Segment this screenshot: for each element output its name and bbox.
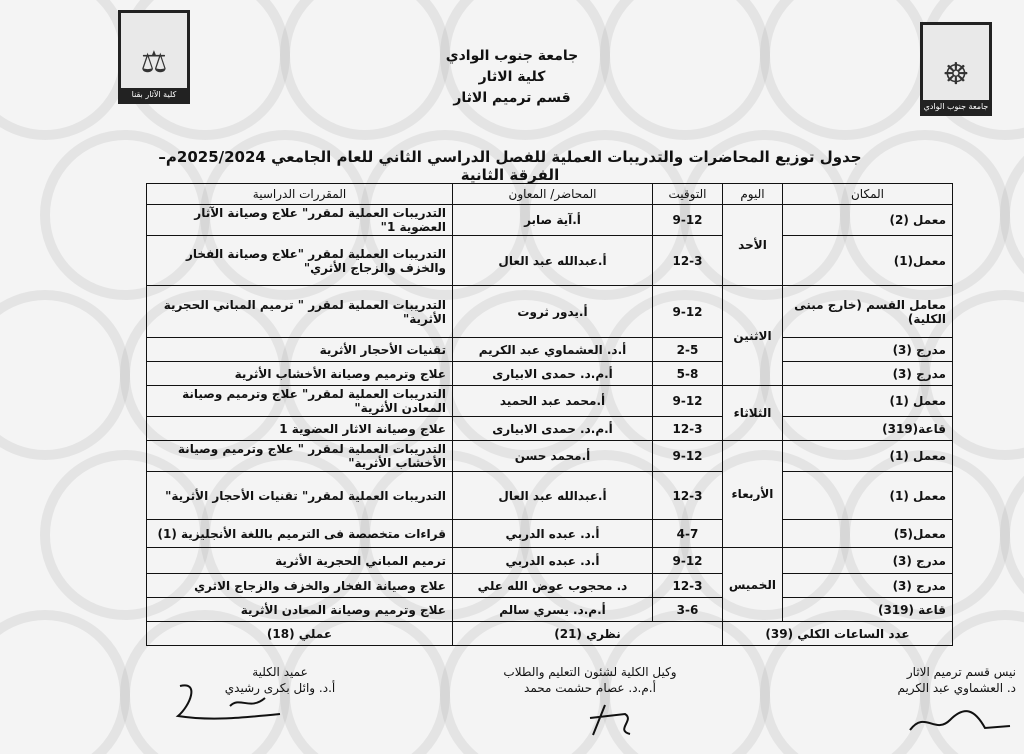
schedule-table xyxy=(146,183,953,646)
cell-time: 9-12 xyxy=(653,286,723,338)
cell-day-monday: الاثنين xyxy=(723,286,783,386)
cell-day-thursday: الخميس xyxy=(723,548,783,622)
cell-time: 2-5 xyxy=(653,338,723,362)
cell-time: 5-8 xyxy=(653,362,723,386)
cell-time: 12-3 xyxy=(653,417,723,441)
cell-lecturer: أ.م.د. حمدى الابيارى xyxy=(453,417,653,441)
cell-time: 9-12 xyxy=(653,441,723,472)
cell-time: 9-12 xyxy=(653,386,723,417)
cell-course: علاج وصيانة الفخار والخزف والزجاج الاثري xyxy=(147,574,453,598)
cell-course: ترميم المباني الحجرية الأثرية xyxy=(147,548,453,574)
cell-lecturer: أ.محمد حسن xyxy=(453,441,653,472)
cell-place: معمل (1) xyxy=(783,441,953,472)
table-row xyxy=(147,362,953,386)
cell-time: 9-12 xyxy=(653,548,723,574)
cell-place: قاعة(319) xyxy=(783,417,953,441)
cell-time: 12-3 xyxy=(653,236,723,286)
dean-name: أ.د. وائل بكرى رشيدي xyxy=(224,681,336,695)
table-row xyxy=(147,338,953,362)
cell-course: تقنيات الأحجار الأثرية xyxy=(147,338,453,362)
cell-lecturer: أ.د. عبده الدربي xyxy=(453,548,653,574)
col-header-course: المقررات الدراسية xyxy=(147,184,453,205)
cell-place: مدرج (3) xyxy=(783,362,953,386)
cell-time: 12-3 xyxy=(653,472,723,520)
cell-lecturer: أ.محمد عبد الحميد xyxy=(453,386,653,417)
col-header-time: التوقيت xyxy=(653,184,723,205)
cell-place: معمل(1) xyxy=(783,236,953,286)
table-row xyxy=(147,548,953,574)
faculty-seal-icon: ⚖ xyxy=(140,45,168,80)
document-header xyxy=(0,46,1024,109)
table-row xyxy=(147,472,953,520)
cell-total-theory: نظري (21) xyxy=(453,622,723,646)
cell-lecturer: أ.م.د. يسري سالم xyxy=(453,598,653,622)
vice-name: أ.م.د. عصام حشمت محمد xyxy=(524,681,656,695)
signature-head xyxy=(905,700,1015,740)
head-name: د. العشماوي عبد الكريم xyxy=(897,681,1016,695)
cell-lecturer: أ.يدور ثروت xyxy=(453,286,653,338)
vice-title: وكيل الكلية لشئون التعليم والطلاب xyxy=(503,665,677,679)
cell-lecturer: د. محجوب عوض الله علي xyxy=(453,574,653,598)
cell-day-wednesday: الأربعاء xyxy=(723,441,783,548)
col-header-lecturer: المحاضر/ المعاون xyxy=(453,184,653,205)
cell-total-hours: عدد الساعات الكلي (39) xyxy=(723,622,953,646)
cell-course: التدريبات العملية لمقرر " علاج وترميم وصيانة الأخشاب الأثرية" xyxy=(147,441,453,472)
department-name: قسم ترميم الاثار xyxy=(453,90,571,106)
cell-time: 9-12 xyxy=(653,205,723,236)
table-row xyxy=(147,417,953,441)
cell-place: معمل (2) xyxy=(783,205,953,236)
watermark-ring xyxy=(1000,130,1024,300)
watermark-ring xyxy=(0,290,130,460)
university-logo-caption: جامعة جنوب الوادي xyxy=(923,102,989,111)
signature-dean xyxy=(170,676,290,732)
col-header-place: المكان xyxy=(783,184,953,205)
cell-time: 4-7 xyxy=(653,520,723,548)
schedule-title: جدول توزيع المحاضرات والتدريبات العملية للفصل الدراسي الثاني للعام الجامعي 2025/2024م– الفرقة الثانية xyxy=(158,148,862,184)
cell-lecturer: أ.آية صابر xyxy=(453,205,653,236)
footer-vice-dean xyxy=(470,664,710,696)
signature-vice xyxy=(585,700,645,740)
university-seal-icon: ☸ xyxy=(942,57,970,92)
cell-course: التدريبات العملية لمقرر " ترميم المباني الحجرية الأثرية" xyxy=(147,286,453,338)
totals-row xyxy=(147,622,953,646)
table-row xyxy=(147,286,953,338)
dean-title: عميد الكلية xyxy=(252,665,308,679)
watermark-ring xyxy=(0,610,130,754)
cell-course: علاج وترميم وصيانة المعادن الأثرية xyxy=(147,598,453,622)
university-name: جامعة جنوب الوادي xyxy=(445,48,579,64)
cell-course: علاج وصيانة الاثار العضوية 1 xyxy=(147,417,453,441)
table-row xyxy=(147,520,953,548)
col-header-day: اليوم xyxy=(723,184,783,205)
cell-place: قاعة (319) xyxy=(783,598,953,622)
cell-course: التدريبات العملية لمقرر "علاج وصيانة الفخار والخزف والزجاج الأثري" xyxy=(147,236,453,286)
cell-lecturer: أ.عبدالله عبد العال xyxy=(453,472,653,520)
table-row xyxy=(147,598,953,622)
table-header-row xyxy=(147,184,953,205)
cell-place: معمل(5) xyxy=(783,520,953,548)
table-row xyxy=(147,441,953,472)
table-row xyxy=(147,236,953,286)
cell-total-practical: عملي (18) xyxy=(147,622,453,646)
cell-lecturer: أ.عبدالله عبد العال xyxy=(453,236,653,286)
footer-head-of-dept xyxy=(856,664,1016,696)
watermark-ring xyxy=(1000,450,1024,620)
cell-place: مدرج (3) xyxy=(783,338,953,362)
cell-course: قراءات متخصصة فى الترميم باللغة الأنجليزية (1) xyxy=(147,520,453,548)
cell-lecturer: أ.د. عبده الدربي xyxy=(453,520,653,548)
cell-time: 12-3 xyxy=(653,574,723,598)
cell-course: التدريبات العملية لمقرر" علاج وترميم وصيانة المعادن الأثرية" xyxy=(147,386,453,417)
cell-day-sunday: الأحد xyxy=(723,205,783,286)
cell-place: مدرج (3) xyxy=(783,548,953,574)
cell-course: التدريبات العملية لمقرر" تقنيات الأحجار الأثرية" xyxy=(147,472,453,520)
cell-place: مدرج (3) xyxy=(783,574,953,598)
cell-lecturer: أ.د. العشماوي عبد الكريم xyxy=(453,338,653,362)
cell-place: معامل القسم (خارج مبنى الكلية) xyxy=(783,286,953,338)
cell-course: علاج وترميم وصيانة الأخشاب الأثرية xyxy=(147,362,453,386)
table-row xyxy=(147,205,953,236)
cell-place: معمل (1) xyxy=(783,386,953,417)
cell-time: 3-6 xyxy=(653,598,723,622)
cell-course: التدريبات العملية لمقرر" علاج وصيانة الآثار العضوية 1" xyxy=(147,205,453,236)
cell-day-tuesday: الثلاثاء xyxy=(723,386,783,441)
faculty-logo-caption: كلية الآثار بقنا xyxy=(121,88,187,101)
cell-place: معمل (1) xyxy=(783,472,953,520)
table-row xyxy=(147,574,953,598)
cell-lecturer: أ.م.د. حمدى الابيارى xyxy=(453,362,653,386)
head-title: نيس قسم ترميم الاثار xyxy=(906,665,1016,679)
table-row xyxy=(147,386,953,417)
faculty-name: كلية الاثار xyxy=(478,69,546,85)
